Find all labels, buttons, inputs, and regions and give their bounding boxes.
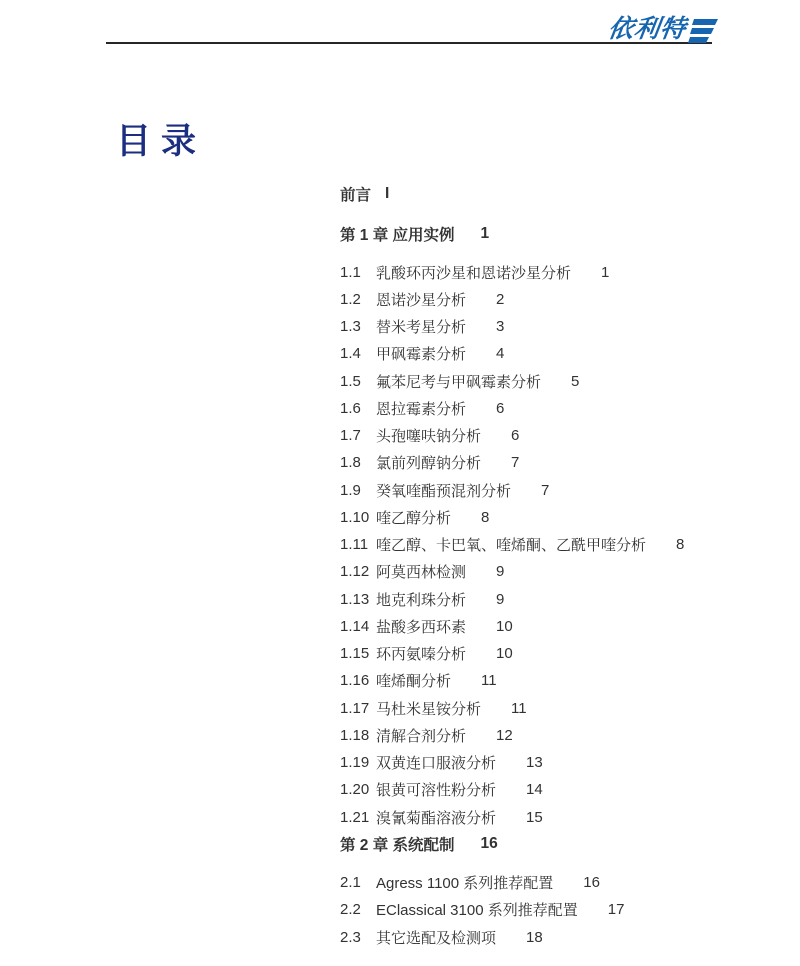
- toc-entry-number: 1.17: [340, 699, 370, 717]
- toc-entry-label: Agress 1100 系列推荐配置: [376, 875, 554, 893]
- toc-entry-page: 14: [526, 781, 543, 799]
- toc-entry-label: 清解合剂分析: [376, 727, 467, 745]
- toc-entry-label: 恩诺沙星分析: [376, 291, 467, 309]
- brand-logo-text: 依利特: [606, 15, 689, 43]
- toc-entry: [340, 286, 780, 313]
- toc-entry-page: 8: [676, 536, 685, 554]
- toc-entry-label: 甲砜霉素分析: [376, 346, 467, 364]
- toc-entry-number: 2.2: [340, 901, 361, 919]
- toc-entry: [340, 531, 780, 558]
- toc-entry: [340, 368, 780, 395]
- toc-entry-number: 1.13: [340, 590, 370, 608]
- toc-entry-label: 替米考星分析: [376, 319, 467, 337]
- toc-entry-number: 1.6: [340, 399, 361, 417]
- toc-entry-number: 1.19: [340, 754, 370, 772]
- toc-entry: [340, 313, 780, 340]
- toc-entry-number: 2.3: [340, 928, 361, 946]
- toc-entry: [340, 586, 780, 613]
- toc-entry: [340, 220, 780, 247]
- toc-entry-label: 第 2 章 系统配制: [340, 837, 455, 855]
- toc-entry-page: 6: [496, 399, 505, 417]
- toc-entry-page: 2: [496, 290, 505, 308]
- toc-entry-number: 1.14: [340, 617, 370, 635]
- toc-entry: [340, 776, 780, 803]
- toc-entry-label: 环丙氨嗪分析: [376, 646, 467, 664]
- toc-entry: [340, 504, 780, 531]
- toc-entry-label: 恩拉霉素分析: [376, 400, 467, 418]
- toc-entry-page: I: [385, 184, 390, 202]
- toc-entry: [340, 695, 780, 722]
- toc-entry-number: 1.3: [340, 318, 361, 336]
- toc-entry-label: 癸氧喹酯预混剂分析: [376, 482, 512, 500]
- toc-entry-label: 氟苯尼考与甲砜霉素分析: [376, 373, 542, 391]
- toc-entry-page: 12: [496, 726, 513, 744]
- toc-entry-label: EClassical 3100 系列推荐配置: [376, 902, 578, 920]
- toc-entry-number: 1.7: [340, 427, 361, 445]
- toc-entry-number: 1.9: [340, 481, 361, 499]
- toc-entry-label: 头孢噻呋钠分析: [376, 428, 482, 446]
- toc-entry-number: 1.16: [340, 672, 370, 690]
- toc-entry-page: 16: [480, 835, 498, 853]
- toc-entry-label: 溴氰菊酯溶液分析: [376, 809, 497, 827]
- toc-entry: [340, 869, 780, 896]
- toc-entry-page: 1: [480, 224, 490, 242]
- toc-entry-page: 4: [496, 345, 505, 363]
- toc-entry: [340, 558, 780, 585]
- toc-entry-page: 10: [496, 617, 513, 635]
- toc-entry-label: 盐酸多西环素: [376, 618, 467, 636]
- toc-entry-label: 喹烯酮分析: [376, 673, 452, 691]
- toc-entry: [340, 340, 780, 367]
- toc-entry: [340, 722, 780, 749]
- toc-entry-page: 6: [511, 427, 520, 445]
- toc-entry: [340, 477, 780, 504]
- toc-entry: [340, 395, 780, 422]
- toc-entry: [340, 640, 780, 667]
- toc-entry-number: 1.8: [340, 454, 361, 472]
- toc-entry: [340, 449, 780, 476]
- toc-entry-page: 7: [541, 481, 550, 499]
- toc-entry: [340, 667, 780, 694]
- page-title: 目录: [116, 122, 207, 162]
- toc-entry: [340, 180, 780, 207]
- toc-entry-number: 1.12: [340, 563, 370, 581]
- toc-entry: [340, 896, 780, 923]
- toc-entry-label: 马杜米星铵分析: [376, 700, 482, 718]
- toc-entry-number: 1.11: [340, 536, 369, 554]
- toc-entry-number: 1.1: [340, 263, 361, 281]
- toc-entry-page: 18: [526, 928, 543, 946]
- toc-entry-page: 10: [496, 645, 513, 663]
- toc-entry-page: 9: [496, 563, 505, 581]
- toc-entry-label: 第 1 章 应用实例: [340, 226, 455, 244]
- toc-entry: [340, 613, 780, 640]
- toc-entry-page: 11: [511, 699, 527, 717]
- toc-entry-label: 阿莫西林检测: [376, 564, 467, 582]
- toc-entry-page: 17: [607, 901, 625, 919]
- toc-entry-number: 1.5: [340, 372, 361, 390]
- toc-entry-label: 前言: [340, 186, 372, 204]
- toc-entry-page: 5: [571, 372, 580, 390]
- toc-entry-page: 7: [511, 454, 520, 472]
- toc-entry-label: 其它选配及检测项: [376, 929, 497, 947]
- toc-entry-page: 1: [601, 263, 610, 281]
- toc-entry: [340, 924, 780, 951]
- toc-entry-label: 喹乙醇分析: [376, 509, 452, 527]
- toc-entry-label: 氯前列醇钠分析: [376, 455, 482, 473]
- toc-entry-number: 1.20: [340, 781, 370, 799]
- toc-entry-number: 1.4: [340, 345, 361, 363]
- toc-entry-page: 3: [496, 318, 505, 336]
- toc-entry-label: 喹乙醇、卡巴氧、喹烯酮、乙酰甲喹分析: [376, 537, 647, 555]
- toc-entry-number: 1.21: [340, 808, 370, 826]
- toc-entry-page: 15: [526, 808, 543, 826]
- toc-entry: [340, 804, 780, 831]
- toc-entry-page: 8: [481, 508, 490, 526]
- toc-entry: [340, 422, 780, 449]
- logo-stripes-icon: [688, 18, 718, 44]
- table-of-contents: [340, 180, 780, 951]
- toc-entry-page: 11: [481, 672, 497, 690]
- toc-entry-number: 1.15: [340, 645, 370, 663]
- toc-entry-label: 银黄可溶性粉分析: [376, 782, 497, 800]
- toc-entry-number: 2.1: [340, 874, 361, 892]
- toc-entry: [340, 259, 780, 286]
- brand-logo: [608, 14, 718, 44]
- toc-entry: [340, 749, 780, 776]
- toc-entry-page: 13: [526, 754, 543, 772]
- toc-entry-label: 乳酸环丙沙星和恩诺沙星分析: [376, 264, 572, 282]
- toc-entry-number: 1.2: [340, 290, 361, 308]
- toc-entry-page: 9: [496, 590, 505, 608]
- toc-entry-page: 16: [583, 874, 600, 892]
- toc-entry-number: 1.18: [340, 726, 370, 744]
- toc-entry: [340, 831, 780, 858]
- toc-entry-number: 1.10: [340, 508, 370, 526]
- toc-entry-label: 双黄连口服液分析: [376, 755, 497, 773]
- toc-entry-label: 地克利珠分析: [376, 591, 467, 609]
